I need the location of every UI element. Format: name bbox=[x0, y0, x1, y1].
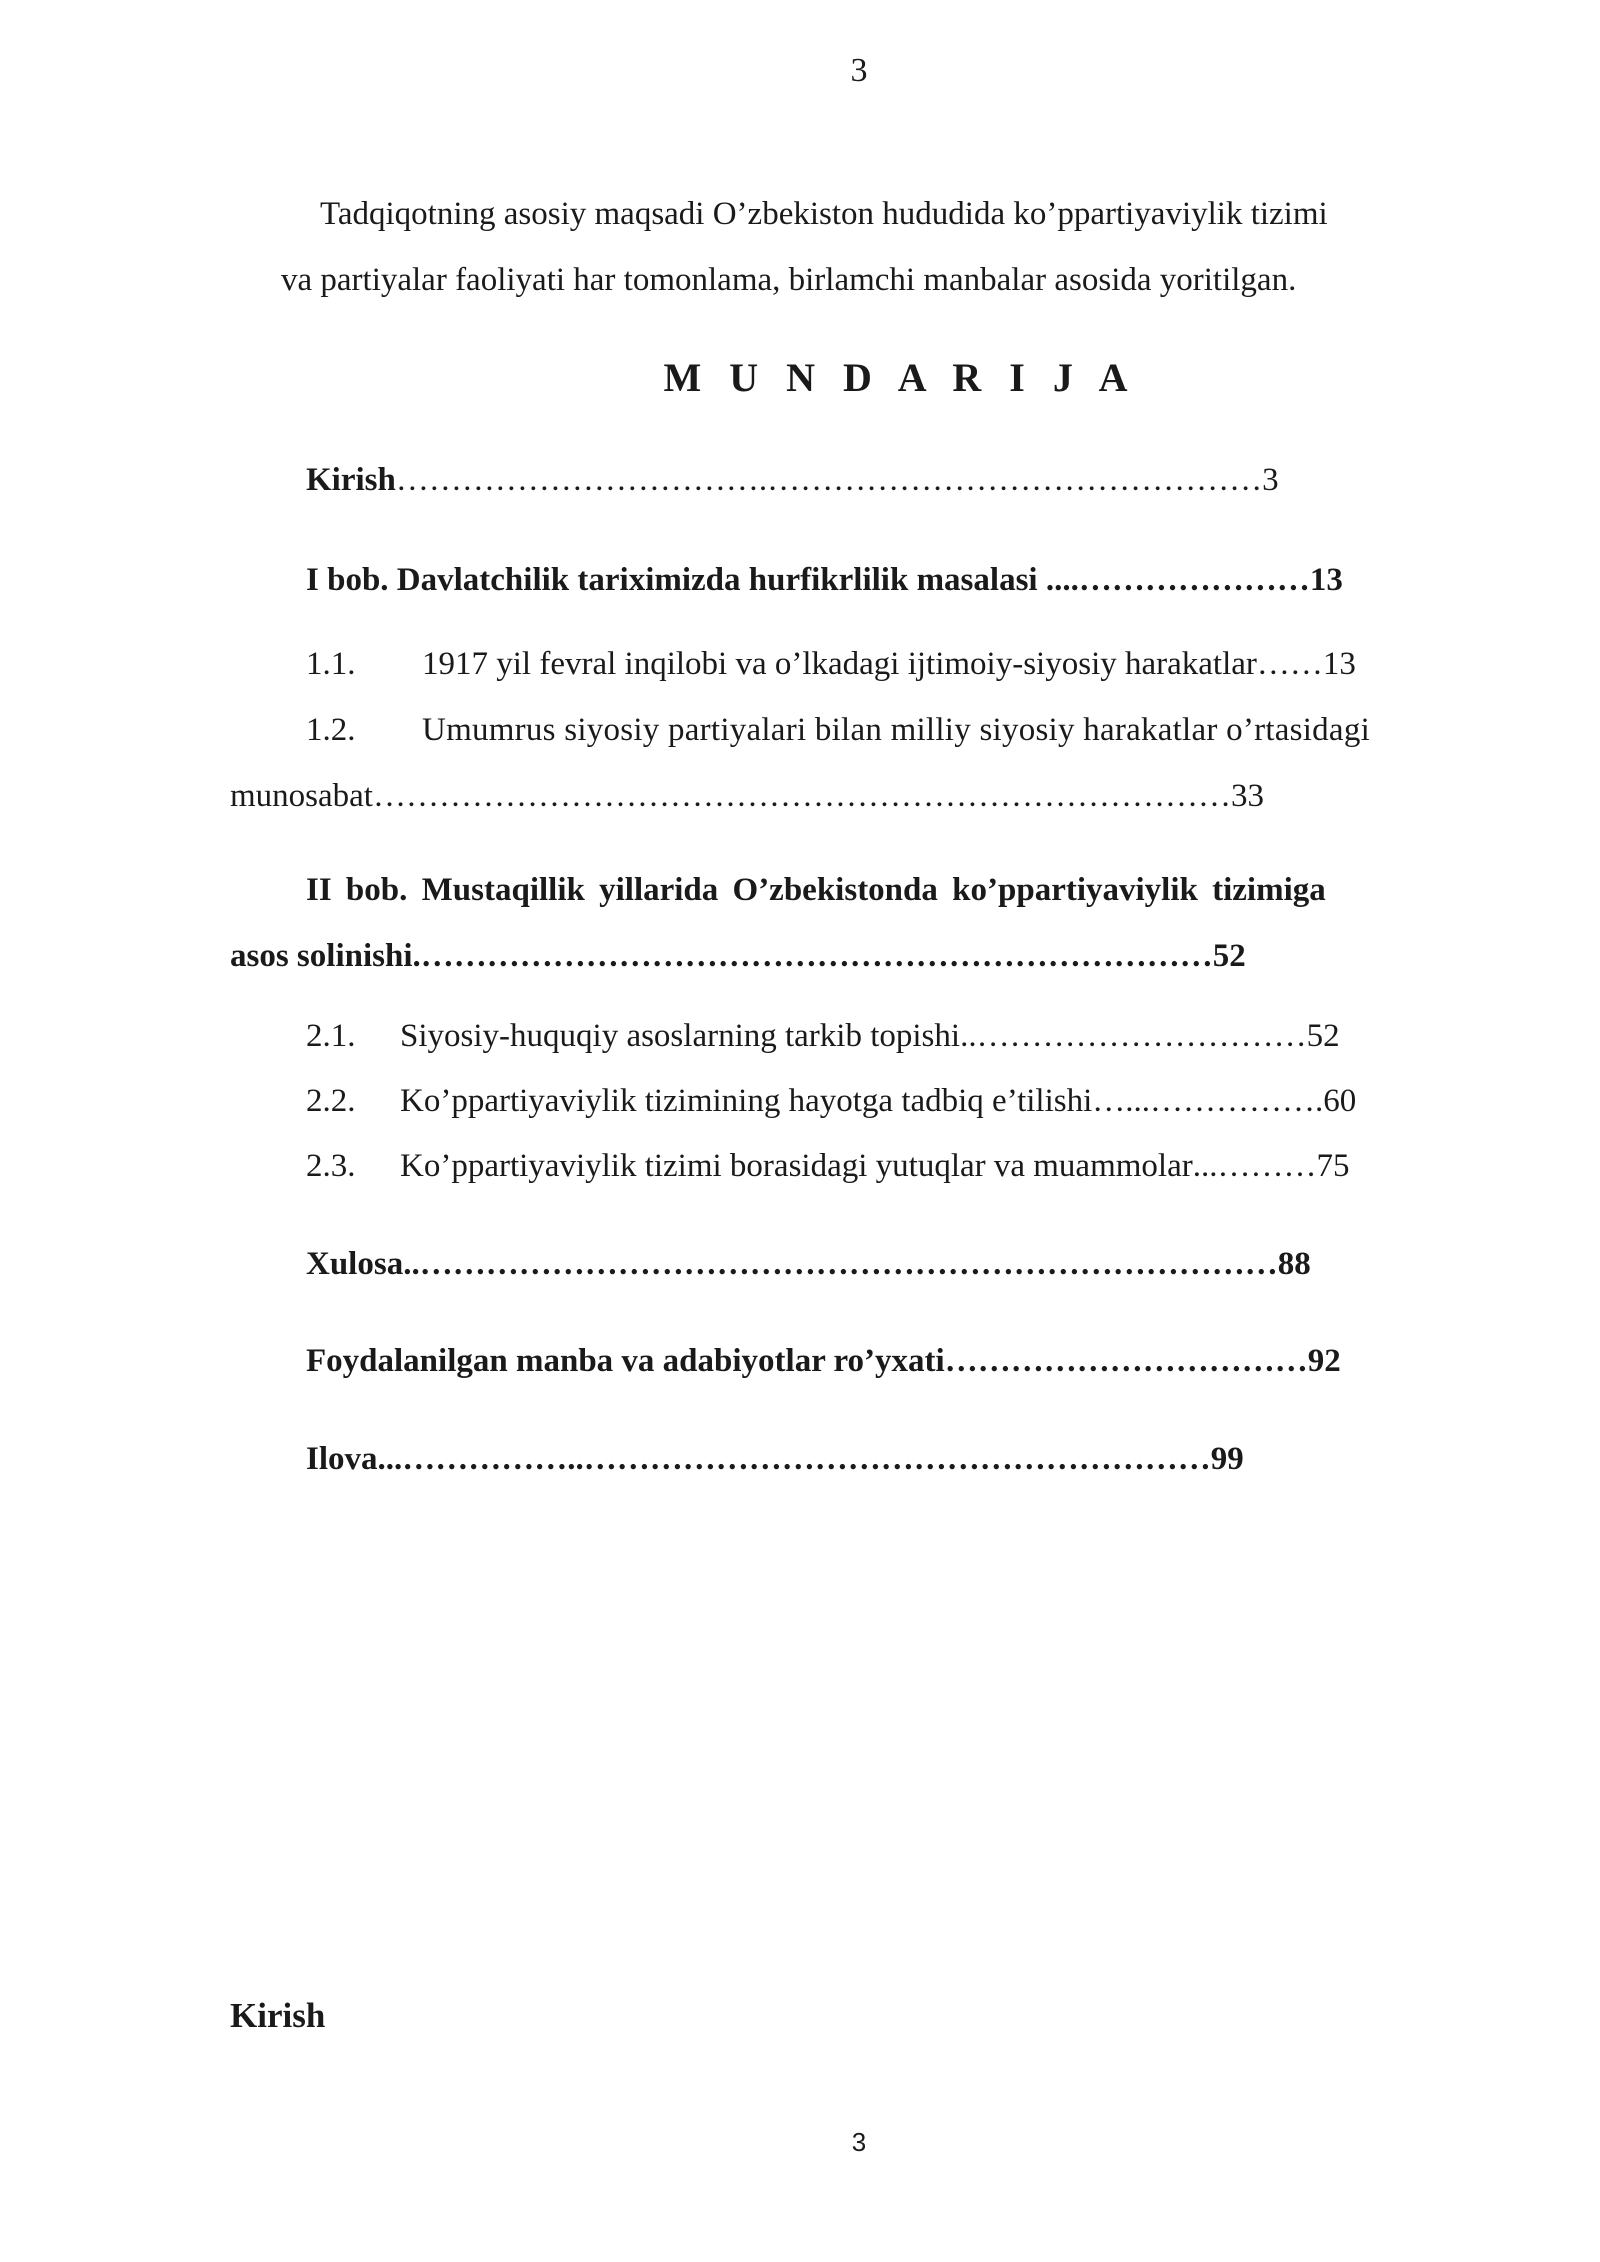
intro-line-2: va partiyalar faoliyati har tomonlama, birlamchi manbalar asosida yoritilgan. bbox=[281, 262, 1297, 298]
intro-line-1: Tadqiqotning asosiy maqsadi O’zbekiston hududida ko’ppartiyaviylik tizimi bbox=[320, 196, 1328, 232]
toc-leader-dots: ..…………………………………………………………………… bbox=[403, 1246, 1278, 1282]
toc-entry-label: Siyosiy-huquqiy asoslarning tarkib topishi bbox=[400, 1018, 961, 1054]
toc-page-number: 33 bbox=[1230, 778, 1264, 814]
toc-entry-label: Umumrus siyosiy partiyalari bilan milliy siyosiy harakatlar o’rtasidagi bbox=[422, 712, 1370, 748]
toc-entry-chapter-1[interactable] bbox=[306, 562, 1486, 599]
toc-page-number: 99 bbox=[1210, 1441, 1244, 1477]
toc-leader-dots: …………………………………………………………………… bbox=[372, 778, 1231, 814]
toc-leader-dots: ...……… bbox=[1192, 1148, 1317, 1184]
toc-entry-1-2[interactable] bbox=[306, 712, 1506, 749]
toc-entry-label: munosabat bbox=[230, 778, 373, 814]
toc-page-number: 3 bbox=[1262, 462, 1279, 498]
toc-entry-label: Ilova bbox=[306, 1441, 378, 1477]
toc-entry-chapter-2-continued[interactable] bbox=[230, 938, 1490, 975]
toc-entry-number: 2.3. bbox=[306, 1148, 356, 1184]
toc-entry-number: 1.2. bbox=[306, 712, 356, 748]
toc-entry-kirish[interactable] bbox=[306, 462, 1484, 499]
toc-leader-dots: …...……………. bbox=[1092, 1083, 1324, 1119]
toc-entry-xulosa[interactable] bbox=[306, 1246, 1506, 1283]
toc-page-number: 52 bbox=[1212, 938, 1246, 974]
toc-entry-1-1[interactable] bbox=[306, 646, 1486, 683]
toc-entry-label: asos solinishi bbox=[230, 938, 413, 974]
toc-page-number: 92 bbox=[1307, 1343, 1341, 1379]
toc-page-number: 75 bbox=[1316, 1148, 1350, 1184]
toc-leader-dots: ...……………..………………………………………………… bbox=[377, 1441, 1211, 1477]
toc-entry-label: Foydalanilgan manba va adabiyotlar ro’yxati bbox=[306, 1343, 945, 1379]
toc-page-number: 88 bbox=[1277, 1246, 1311, 1282]
toc-entry-sources[interactable] bbox=[306, 1343, 1506, 1380]
footer-page-number: 3 bbox=[851, 2127, 867, 2157]
toc-page-number: 13 bbox=[1309, 562, 1343, 598]
header-page-number: 3 bbox=[850, 52, 868, 89]
toc-entry-number: 2.2. bbox=[306, 1083, 356, 1119]
toc-entry-label: 1917 yil fevral inqilobi va o’lkadagi ijtimoiy-siyosiy harakatlar bbox=[422, 646, 1257, 682]
toc-entry-2-1[interactable] bbox=[306, 1018, 1506, 1055]
toc-entry-label: Ko’ppartiyaviylik tizimining hayotga tadbiq e’tilishi bbox=[400, 1083, 1093, 1119]
toc-entry-label: Ko’ppartiyaviylik tizimi borasidagi yutuqlar va muammolar bbox=[400, 1148, 1193, 1184]
toc-leader-dots: .……………………………………………………………… bbox=[412, 938, 1213, 974]
toc-entry-chapter-2[interactable] bbox=[306, 872, 1506, 909]
toc-page-number: 52 bbox=[1306, 1018, 1340, 1054]
toc-entry-number: 2.1. bbox=[306, 1018, 356, 1054]
toc-entry-ilova[interactable] bbox=[306, 1441, 1506, 1478]
toc-entry-label: I bob. Davlatchilik tariximizda hurfikrlilik masalasi ... bbox=[306, 562, 1071, 598]
toc-entry-label: II bob. Mustaqillik yillarida O’zbekistonda ko’ppartiyaviylik tizimiga bbox=[306, 872, 1326, 908]
toc-entry-1-2-continued[interactable] bbox=[230, 778, 1490, 815]
toc-page-number: 60 bbox=[1323, 1083, 1357, 1119]
toc-entry-label: Kirish bbox=[306, 462, 396, 498]
toc-leader-dots: ..………………………… bbox=[960, 1018, 1307, 1054]
toc-leader-dots: …………………………… bbox=[944, 1343, 1308, 1379]
toc-entry-label: Xulosa bbox=[306, 1246, 404, 1282]
toc-leader-dots: .………………… bbox=[1070, 562, 1310, 598]
toc-entry-2-3[interactable] bbox=[306, 1148, 1506, 1185]
toc-page-number: 13 bbox=[1322, 646, 1356, 682]
contents-heading: M U N D A R I J A bbox=[663, 355, 1137, 400]
section-heading-kirish: Kirish bbox=[230, 1996, 326, 2035]
toc-entry-2-2[interactable] bbox=[306, 1083, 1506, 1120]
toc-leader-dots: …………………………….……………………………………… bbox=[395, 462, 1263, 498]
toc-leader-dots: …… bbox=[1256, 646, 1323, 682]
toc-entry-number: 1.1. bbox=[306, 646, 356, 682]
